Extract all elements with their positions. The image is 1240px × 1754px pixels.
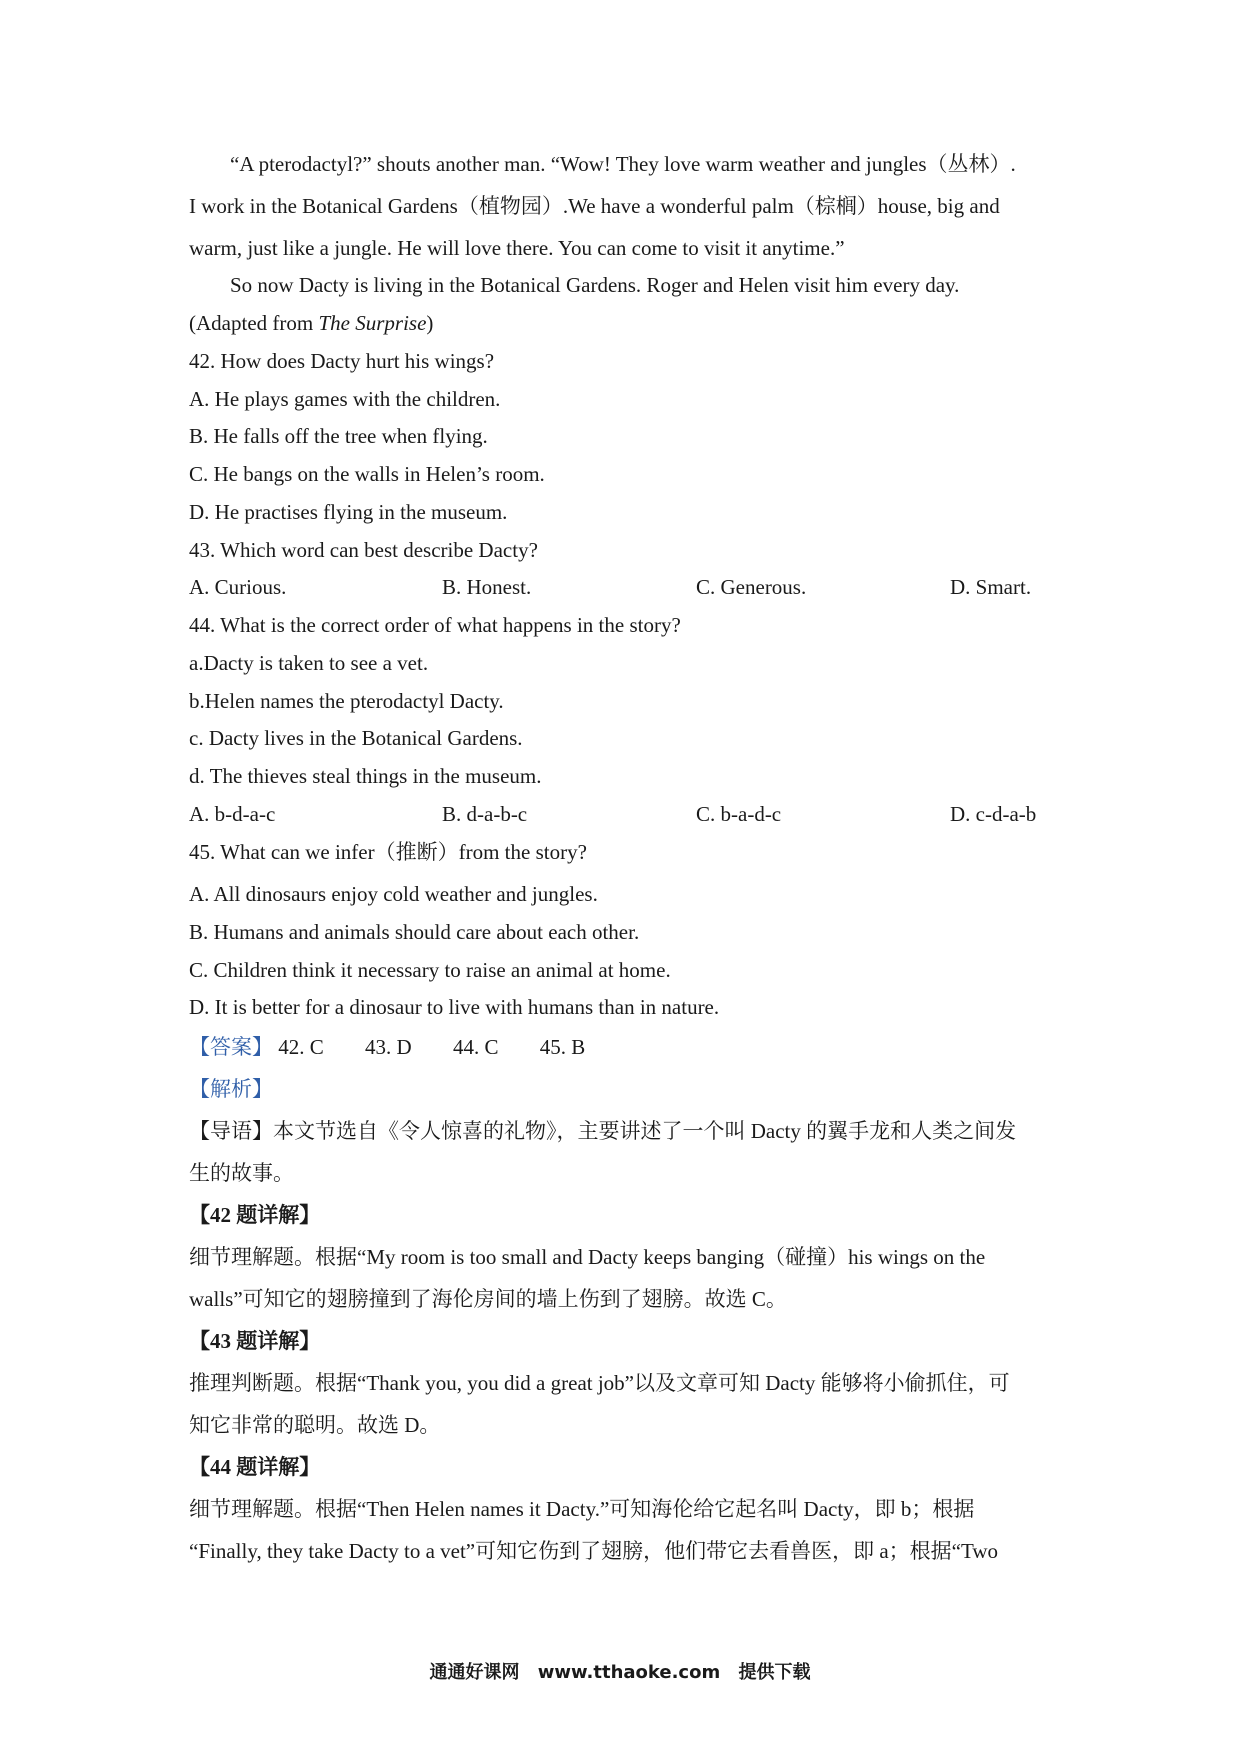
footer-url[interactable]: www.tthaoke.com [537,1662,721,1683]
q45-stem: 45. What can we infer（推断）from the story? [189,840,587,864]
q43-option-d: D. Smart. [950,575,1032,599]
q44-option-a: A. b-d-a-c [189,802,276,826]
q42-detail-line-1: 细节理解题。根据“My room is too small and Dacty keeps banging（碰撞）his wings on the [189,1245,986,1269]
q43-stem: 43. Which word can best describe Dacty? [189,538,538,562]
story-paragraph-2: So now Dacty is living in the Botanical Gardens. Roger and Helen visit him every day. [230,273,960,297]
q43-detail-heading: 【43 题详解】 [189,1329,321,1353]
story-paragraph-1-line-2: I work in the Botanical Gardens（植物园）.We have a wonderful palm（棕榈）house, big and [189,194,1000,218]
source-suffix: ) [426,311,434,335]
q44-detail-line-1: 细节理解题。根据“Then Helen names it Dacty.”可知海伦给它起名叫 Dacty，即 b；根据 [189,1497,975,1521]
source-prefix: (Adapted from [189,311,319,335]
story-paragraph-1-line-1: “A pterodactyl?” shouts another man. “Wow! They love warm weather and jungles（丛林）. [230,152,1016,176]
story-paragraph-1-line-3: warm, just like a jungle. He will love there. You can come to visit it anytime.” [189,236,845,260]
q44-stem: 44. What is the correct order of what happens in the story? [189,613,681,637]
q44-detail-heading: 【44 题详解】 [189,1455,321,1479]
q43-option-c: C. Generous. [696,575,807,599]
q43-detail-line-2: 知它非常的聪明。故选 D。 [189,1413,441,1437]
source-title: The Surprise [318,311,427,335]
q42-detail-line-2: walls”可知它的翅膀撞到了海伦房间的墙上伤到了翅膀。故选 C。 [189,1287,787,1311]
analysis-intro-line-2: 生的故事。 [189,1161,294,1185]
footer-site-name: 通通好课网 [429,1662,520,1683]
q45-option-c: C. Children think it necessary to raise an animal at home. [189,958,671,982]
q44-detail-line-2: “Finally, they take Dacty to a vet”可知它伤到了翅膀，他们带它去看兽医，即 a；根据“Two [189,1539,999,1563]
q43-option-b: B. Honest. [442,575,532,599]
q42-detail-heading: 【42 题详解】 [189,1203,321,1227]
q42-stem: 42. How does Dacty hurt his wings? [189,349,495,373]
q43-detail-line-1: 推理判断题。根据“Thank you, you did a great job”以及文章可知 Dacty 能够将小偷抓住，可 [189,1371,1010,1395]
q44-option-c: C. b-a-d-c [696,802,782,826]
answer-label: 【答案】 [189,1035,273,1059]
q44-event-a: a.Dacty is taken to see a vet. [189,651,429,675]
story-source [189,309,433,337]
q42-option-d: D. He practises flying in the museum. [189,500,508,524]
analysis-label: 【解析】 [189,1077,273,1101]
page-footer [0,1658,1240,1684]
q45-option-d: D. It is better for a dinosaur to live with humans than in nature. [189,995,720,1019]
q45-option-a: A. All dinosaurs enjoy cold weather and jungles. [189,882,598,906]
answer-45: 45. B [539,1035,586,1059]
q42-option-c: C. He bangs on the walls in Helen’s room. [189,462,545,486]
q44-option-d: D. c-d-a-b [950,802,1037,826]
answer-line [189,1033,621,1061]
q44-option-b: B. d-a-b-c [442,802,528,826]
answer-42: 42. C [278,1035,324,1059]
answer-44: 44. C [452,1035,499,1059]
answer-43: 43. D [365,1035,412,1059]
footer-note: 提供下载 [738,1662,811,1683]
q42-option-a: A. He plays games with the children. [189,387,501,411]
q42-option-b: B. He falls off the tree when flying. [189,424,488,448]
q43-option-a: A. Curious. [189,575,287,599]
q45-option-b: B. Humans and animals should care about each other. [189,920,640,944]
analysis-intro-line-1: 【导语】本文节选自《令人惊喜的礼物》，主要讲述了一个叫 Dacty 的翼手龙和人类之间发 [189,1119,1017,1143]
q44-event-b: b.Helen names the pterodactyl Dacty. [189,689,504,713]
q44-event-d: d. The thieves steal things in the museum. [189,764,542,788]
q44-event-c: c. Dacty lives in the Botanical Gardens. [189,726,523,750]
